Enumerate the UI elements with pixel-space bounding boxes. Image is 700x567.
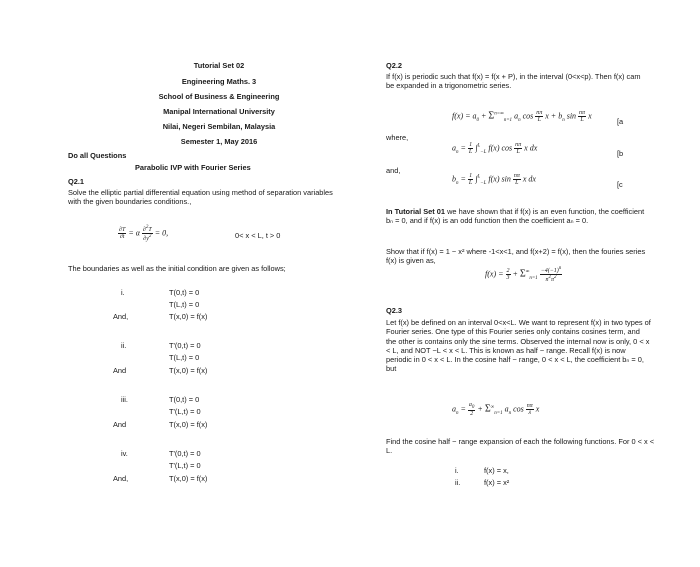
boundary-condition: T'(0,t) = 0 xyxy=(169,449,201,458)
an-coefficient-formula: $a_n$ = $\frac{1}{L}$ ∫$^L_{-L}$ f(x) cos $\frac{n\pi}{L}$ x dx xyxy=(452,142,538,155)
section-subtitle: Parabolic IVP with Fourier Series xyxy=(135,163,251,172)
header-title: Tutorial Set 02 xyxy=(193,61,245,70)
q21-text: Solve the elliptic partial differential equation using method of separation variables with the given boundaries conditions., xyxy=(68,188,333,207)
header-course: Engineering Maths. 3 xyxy=(181,77,257,86)
where-label: where, xyxy=(386,133,409,142)
q22-text: If f(x) is periodic such that f(x) = f(x + P), in the interval (0<x<p). Then f(x) cam be expanded in a trigonometric series. xyxy=(386,72,641,91)
result-series-formula: f(x) = $\frac{2}{3}$ + $\Sigma^\infty_{n=1}$ $\frac{-4(-1)^n}{n^2\pi^2}$ xyxy=(485,266,562,283)
function-item: f(x) = x² xyxy=(484,478,510,487)
and-label: And xyxy=(113,420,127,429)
and-label: And, xyxy=(113,474,129,483)
item-number: ii. xyxy=(455,478,461,487)
q21-label: Q2.1 xyxy=(68,177,85,186)
equation-tag: [c xyxy=(617,180,623,189)
case-number: i. xyxy=(121,288,125,297)
q23-label: Q2.3 xyxy=(386,306,403,315)
case-number: iv. xyxy=(121,449,128,458)
initial-condition: T(x,0) = f(x) xyxy=(169,366,208,375)
q22-note-bold: In Tutorial Set 01 xyxy=(386,207,445,216)
boundary-condition: T'(L,t) = 0 xyxy=(169,407,201,416)
q22-show-text: Show that if f(x) = 1 − x² where -1<x<1, and f(x+2) = f(x), then the fouries series f(x) is given as, xyxy=(386,247,646,266)
header-semester: Semester 1, May 2016 xyxy=(180,137,258,146)
bn-coefficient-formula: $b_n$ = $\frac{1}{L}$ ∫$^L_{-L}$ f(x) sin $\frac{n\pi}{L}$ x dx xyxy=(452,173,536,186)
fourier-series-formula: $f(x) = a_0 + \Sigma^{n=\infty}_{n=1}$ $a_n$ cos $\frac{n\pi}{L}$ $x + b_n$ sin $\frac{n\pi}{L}$ x xyxy=(452,110,592,123)
do-all-instruction: Do all Questions xyxy=(68,151,127,160)
and-label: and, xyxy=(386,166,401,175)
q21-intro: The boundaries as well as the initial condition are given as follows; xyxy=(68,264,286,273)
header-location: Nilai, Negeri Sembilan, Malaysia xyxy=(162,122,276,131)
boundary-condition: T'(L,t) = 0 xyxy=(169,461,201,470)
q22-note xyxy=(386,207,648,226)
boundary-condition: T(0,t) = 0 xyxy=(169,395,200,404)
case-number: iii. xyxy=(121,395,128,404)
item-number: i. xyxy=(455,466,459,475)
initial-condition: T(x,0) = f(x) xyxy=(169,474,208,483)
and-label: And, xyxy=(113,312,129,321)
heat-equation: $\frac{\partial T}{\partial t}$ = α $\frac{\partial^2T}{\partial y^2}$ = 0, xyxy=(119,225,169,242)
boundary-condition: T(L,t) = 0 xyxy=(169,353,200,362)
header-university: Manipal International University xyxy=(163,107,275,116)
equation-tag: [a xyxy=(617,117,624,126)
boundary-condition: T'(0,t) = 0 xyxy=(169,341,201,350)
initial-condition: T(x,0) = f(x) xyxy=(169,312,208,321)
case-number: ii. xyxy=(121,341,127,350)
boundary-condition: T(0,t) = 0 xyxy=(169,288,200,297)
equation-tag: [b xyxy=(617,149,624,158)
boundary-condition: T(L,t) = 0 xyxy=(169,300,200,309)
header-school: School of Business & Engineering xyxy=(158,92,280,101)
q23-find-text: Find the cosine half − range expansion of each the following functions. For 0 < x < L. xyxy=(386,437,655,456)
and-label: And xyxy=(113,366,127,375)
q22-note-text: we have shown that if f(x) is an even function, the coefficient bₙ = 0, and if f(x) is an odd function then the coefficient aₙ = 0. xyxy=(386,207,645,226)
q22-label: Q2.2 xyxy=(386,61,403,70)
half-range-cosine-formula: $a_n$ = $\frac{a_0}{2}$ + $\Sigma^\infty_{n=1}$ $a_n$ cos $\frac{n\pi}{\lambda}$ x xyxy=(452,402,540,418)
q21-domain: 0< x < L, t > 0 xyxy=(235,231,281,240)
initial-condition: T(x,0) = f(x) xyxy=(169,420,208,429)
function-item: f(x) = x, xyxy=(484,466,509,475)
q23-text: Let f(x) be defined on an interval 0<x<L. We want to represent f(x) in two types of Fourier series. One type of this Fourier series only contains cosines term, and the other is contains only the sine terms. Observed the internal now is only, 0 < x < L, and NOT −L < x < L. This is known as half − range. Recall f(x) is now periodic in 0 < x < L. In the cosine half − range, 0 < x < L, the coefficient bₙ = 0, but xyxy=(386,318,651,374)
